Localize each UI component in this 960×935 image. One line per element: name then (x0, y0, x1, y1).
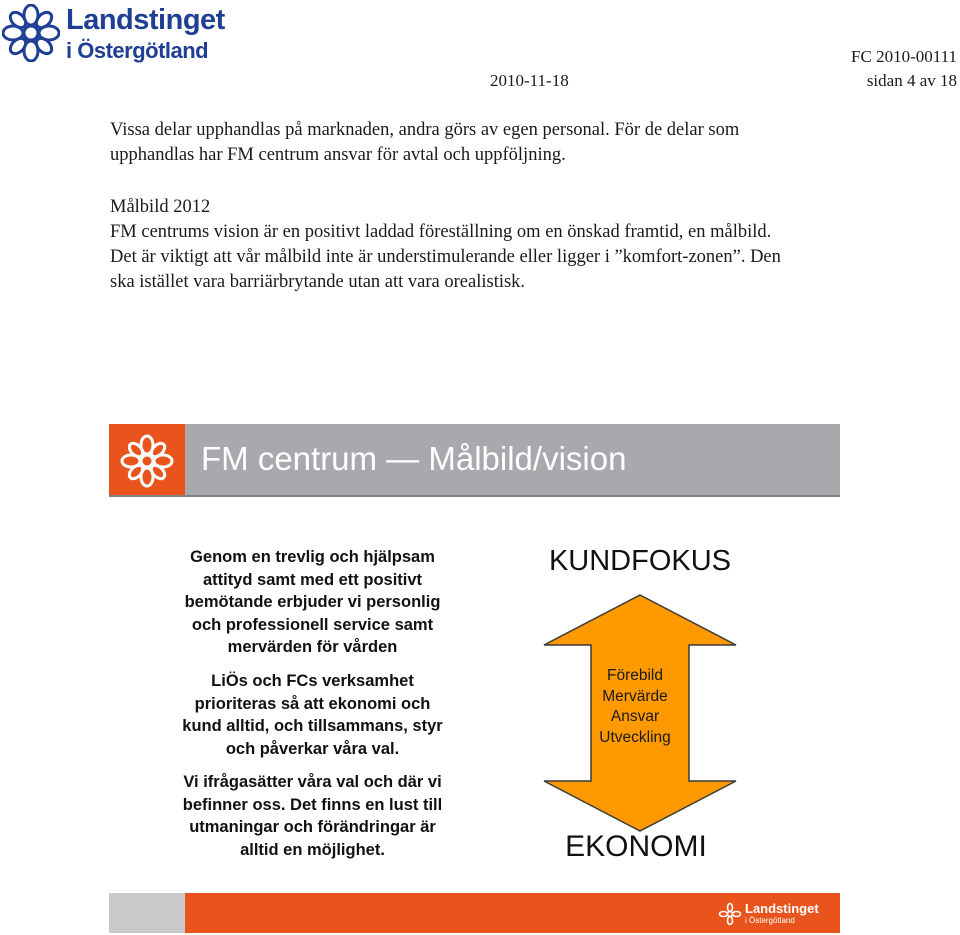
flower-emblem-icon (718, 902, 742, 926)
slide-divider (109, 495, 840, 497)
section-heading: Målbild 2012 (110, 197, 211, 217)
slide-title-bar (185, 424, 840, 497)
slide-header (109, 424, 840, 497)
landstinget-logo (2, 2, 252, 64)
text-line: attityd samt med ett positivt (202, 570, 423, 589)
text-line: befinner oss. Det finns en lust till (182, 795, 443, 814)
arrow-labels (560, 666, 710, 748)
footer-grey-block (109, 893, 185, 933)
text-line: prioriteras så att ekonomi och (194, 694, 431, 713)
slide-logo-box (109, 424, 185, 497)
text-line: upphandlas har FM centrum ansvar för avtal och uppföljning. (110, 145, 566, 165)
text-line: alltid en möjlighet. (240, 840, 385, 859)
vision-text-priorities (150, 670, 475, 760)
flower-emblem-icon (109, 424, 185, 497)
text-line: LiÖs och FCs verksamhet (211, 672, 414, 690)
text-line: utmaningar och förändringar är (189, 818, 436, 836)
footer-logo (718, 900, 830, 928)
text-line: Vissa delar upphandlas på marknaden, andra görs av egen personal. För de delar som (110, 120, 740, 140)
text-line: och professionell service samt (191, 615, 434, 634)
page-number: sidan 4 av 18 (866, 71, 957, 90)
label-kundfokus: KUNDFOKUS (548, 545, 732, 577)
text-line: Genom en trevlig och hjälpsam (190, 548, 435, 566)
arrow-label: Mervärde (602, 687, 668, 705)
text-line: Vi ifrågasätter våra val och där vi (183, 773, 442, 791)
logo-text-line2: i Östergötland (66, 38, 209, 63)
logo-text-line1: Landstinget (66, 4, 225, 36)
text-line: mervärden för vården (227, 638, 398, 656)
arrow-label: Förebild (607, 667, 663, 684)
text-line: bemötande erbjuder vi personlig (184, 593, 441, 611)
arrow-label: Ansvar (610, 708, 660, 725)
label-ekonomi: EKONOMI (565, 830, 707, 863)
arrow-label: Utveckling (599, 728, 671, 746)
footer-logo-text-line2: i Östergötland (745, 916, 795, 925)
slide-title: FM centrum — Målbild/vision (201, 440, 627, 477)
text-line: Det är viktigt att vår målbild inte är understimulerande eller ligger i ”komfort-zonen”. Den (110, 247, 781, 267)
paragraph-procurement (110, 118, 910, 168)
vision-text-change (150, 771, 475, 861)
vision-text-service (150, 546, 475, 659)
paragraph-vision (110, 195, 910, 295)
text-line: ska istället vara barriärbrytande utan att vara orealistisk. (110, 272, 526, 292)
text-line: FM centrums vision är en positivt laddad föreställning om en önskad framtid, en målbild. (110, 222, 772, 242)
flower-emblem-icon (2, 4, 60, 62)
document-date: 2010-11-18 (490, 71, 569, 90)
text-line: och påverkar våra val. (225, 739, 400, 758)
text-line: kund alltid, och tillsammans, styr (182, 717, 443, 735)
document-id: FC 2010-00111 (851, 47, 957, 66)
footer-logo-text-line1: Landstinget (745, 901, 819, 916)
